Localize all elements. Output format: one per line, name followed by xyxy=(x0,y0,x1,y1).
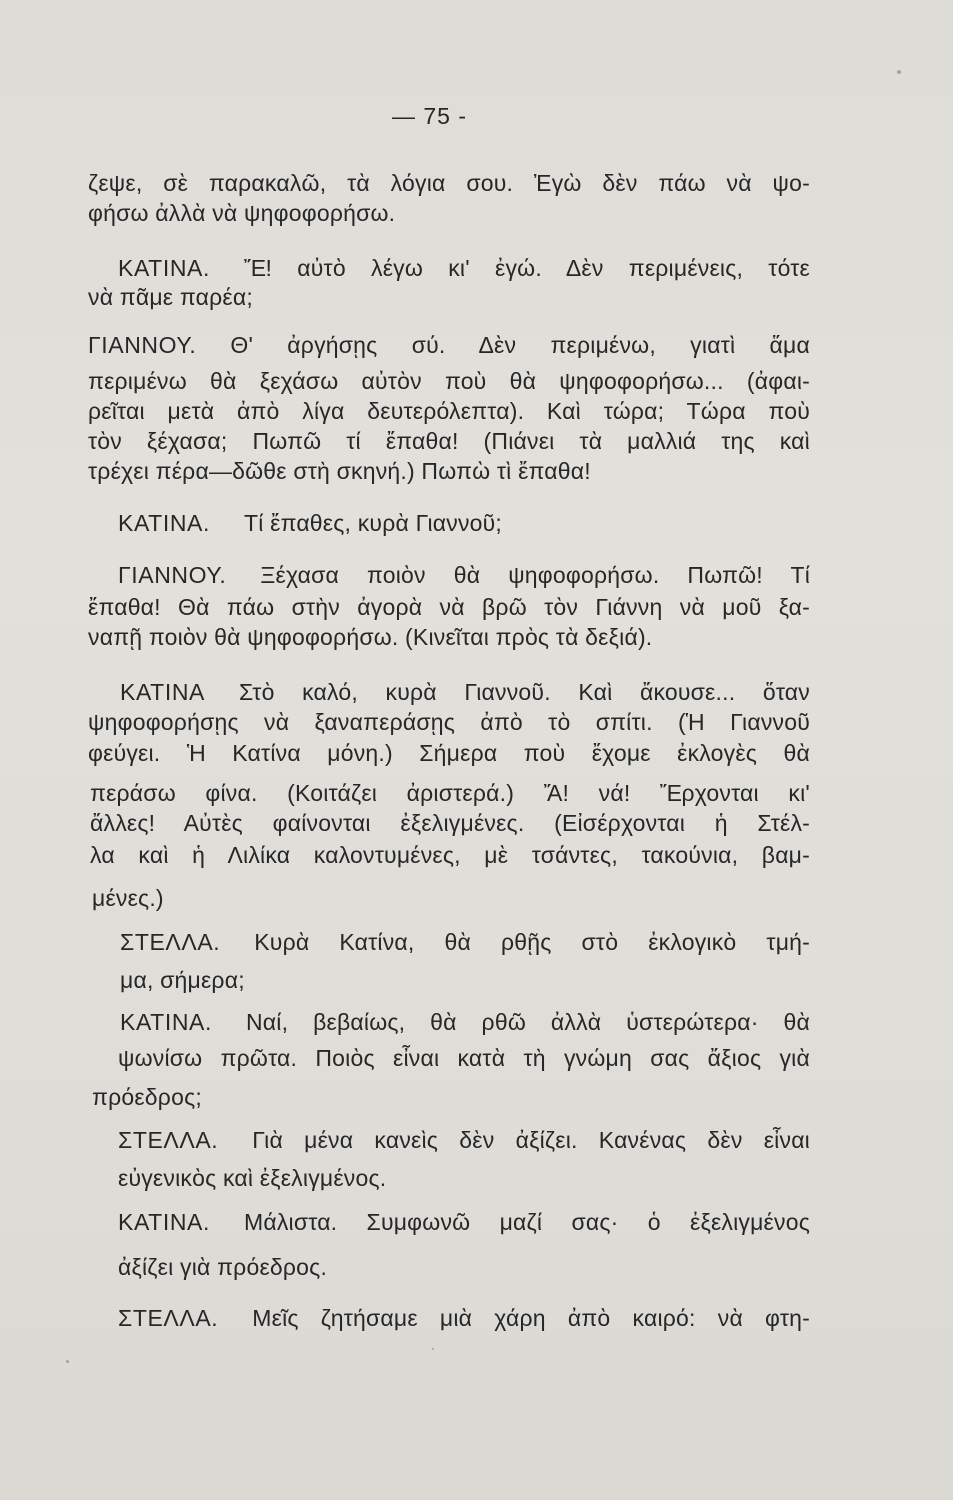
line-text: περιμένω θὰ ξεχάσω αὐτὸν ποὺ θὰ ψηφοφορήσω... (ἀφαι- xyxy=(88,368,810,394)
speaker-name: ΚΑΤΙΝΑ. xyxy=(120,1009,212,1035)
line-text: μένες.) xyxy=(92,885,164,911)
text-line xyxy=(118,1302,810,1334)
text-line xyxy=(88,281,810,313)
text-line xyxy=(118,1206,810,1238)
text-line xyxy=(120,676,810,708)
line-text: τρέχει πέρα—δῶθε στὴ σκηνή.) Πωπὼ τὶ ἔπαθα! xyxy=(88,458,591,484)
text-line xyxy=(90,777,810,809)
line-text: Ξέχασα ποιὸν θὰ ψηφοφορήσω. Πωπῶ! Τί xyxy=(260,562,810,588)
line-text: λα καὶ ἡ Λιλίκα καλοντυμένες, μὲ τσάντες, τακούνια, βαμ- xyxy=(90,842,810,868)
line-text: ζεψε, σὲ παρακαλῶ, τὰ λόγια σου. Ἐγὼ δὲν πάω νὰ ψο- xyxy=(88,170,810,196)
line-text: φεύγει. Ἡ Κατίνα μόνη.) Σήμερα ποὺ ἔχομε ἐκλογὲς θὰ xyxy=(88,740,810,766)
speaker-name: ΓΙΑΝΝΟΥ. xyxy=(118,562,227,588)
line-text: ναπῇ ποιὸν θὰ ψηφοφορήσω. (Κινεῖται πρὸς τὰ δεξιά). xyxy=(88,624,653,650)
speaker-name: ΚΑΤΙΝΑ. xyxy=(118,1209,210,1235)
line-text: ψηφοφορήσῃς νὰ ξαναπεράσῃς ἀπὸ τὸ σπίτι. (Ἡ Γιαννοῦ xyxy=(88,709,810,735)
text-line xyxy=(118,1124,810,1156)
line-text: ἄλλες! Αὐτὲς φαίνονται ἐξελιγμένες. (Εἰσέρχονται ἡ Στέλ- xyxy=(90,810,810,836)
text-line xyxy=(118,507,810,539)
text-line xyxy=(88,395,810,427)
scan-speck xyxy=(432,1348,434,1350)
scan-speck xyxy=(897,70,901,74)
text-line xyxy=(120,926,810,958)
page-number: — 75 - xyxy=(392,103,468,129)
line-text: Μάλιστα. Συμφωνῶ μαζί σας· ὁ ἐξελιγμένος xyxy=(243,1209,810,1235)
scan-speck xyxy=(66,1360,69,1363)
line-text: ἔπαθα! Θὰ πάω στὴν ἀγορὰ νὰ βρῶ τὸν Γιάννη νὰ μοῦ ξα- xyxy=(88,594,810,620)
speaker-name: ΣΤΕΛΛΑ. xyxy=(118,1127,219,1153)
text-line xyxy=(120,964,810,996)
line-text: Ναί, βεβαίως, θὰ ρθῶ ἀλλὰ ὑστερώτερα· θὰ xyxy=(245,1009,810,1035)
text-line xyxy=(88,365,810,397)
line-text: Μεῖς ζητήσαμε μιὰ χάρη ἀπὸ καιρό: νὰ φτη- xyxy=(252,1305,810,1331)
speaker-name: ΣΤΕΛΛΑ. xyxy=(120,929,221,955)
text-line xyxy=(88,621,810,653)
speaker-name: ΚΑΤΙΝΑ xyxy=(120,679,205,705)
line-text: Ἔ! αὐτὸ λέγω κι' ἐγώ. Δὲν περιμένεις, τότε xyxy=(243,255,810,281)
line-text: ἀξίζει γιὰ πρόεδρος. xyxy=(118,1254,328,1280)
text-line xyxy=(90,807,810,839)
text-line xyxy=(120,1006,810,1038)
text-line xyxy=(118,1042,810,1074)
text-line xyxy=(88,425,810,457)
line-text: Κυρὰ Κατίνα, θὰ ρθῇς στὸ ἐκλογικὸ τμή- xyxy=(254,929,810,955)
line-text: φήσω ἀλλὰ νὰ ψηφοφορήσω. xyxy=(88,200,396,226)
text-line xyxy=(90,839,810,871)
text-line xyxy=(118,252,810,284)
speaker-name: ΚΑΤΙΝΑ. xyxy=(118,255,210,281)
text-line xyxy=(88,591,810,623)
text-line xyxy=(88,737,810,769)
line-text: πρόεδρος; xyxy=(92,1084,202,1110)
line-text: ψωνίσω πρῶτα. Ποιὸς εἶναι κατὰ τὴ γνώμη σας ἄξιος γιὰ xyxy=(118,1045,810,1071)
line-text: Θ' ἀργήσῃς σύ. Δὲν περιμένω, γιατὶ ἅμα xyxy=(230,332,810,358)
text-line xyxy=(118,559,810,591)
text-line xyxy=(118,1251,810,1283)
text-line xyxy=(92,882,810,914)
speaker-name: ΚΑΤΙΝΑ. xyxy=(118,510,210,536)
line-text: εὐγενικὸς καὶ ἐξελιγμένος. xyxy=(118,1165,387,1191)
line-text: περάσω φίνα. (Κοιτάζει ἀριστερά.) Ἄ! νά! Ἔρχονται κι' xyxy=(90,780,810,806)
text-line xyxy=(92,1081,810,1113)
text-line xyxy=(88,455,810,487)
speaker-name: ΓΙΑΝΝΟΥ. xyxy=(88,332,197,358)
line-text: Γιὰ μένα κανεὶς δὲν ἀξίζει. Κανένας δὲν εἶναι xyxy=(252,1127,810,1153)
line-text: Τί ἔπαθες, κυρὰ Γιαννοῦ; xyxy=(243,510,503,536)
line-text: Στὸ καλό, κυρὰ Γιαννοῦ. Καὶ ἄκουσε... ὅταν xyxy=(238,679,810,705)
speaker-name: ΣΤΕΛΛΑ. xyxy=(118,1305,219,1331)
line-text: τὸν ξέχασα; Πωπῶ τί ἔπαθα! (Πιάνει τὰ μαλλιά της καὶ xyxy=(88,428,810,454)
text-line xyxy=(88,197,810,229)
line-text: ρεῖται μετὰ ἀπὸ λίγα δευτερόλεπτα). Καὶ τώρα; Τώρα ποὺ xyxy=(88,398,810,424)
text-line xyxy=(88,706,810,738)
line-text: μα, σήμερα; xyxy=(120,967,245,993)
text-line xyxy=(118,1162,810,1194)
text-line xyxy=(88,167,810,199)
text-line xyxy=(88,329,810,361)
line-text: νὰ πᾶμε παρέα; xyxy=(88,284,253,310)
